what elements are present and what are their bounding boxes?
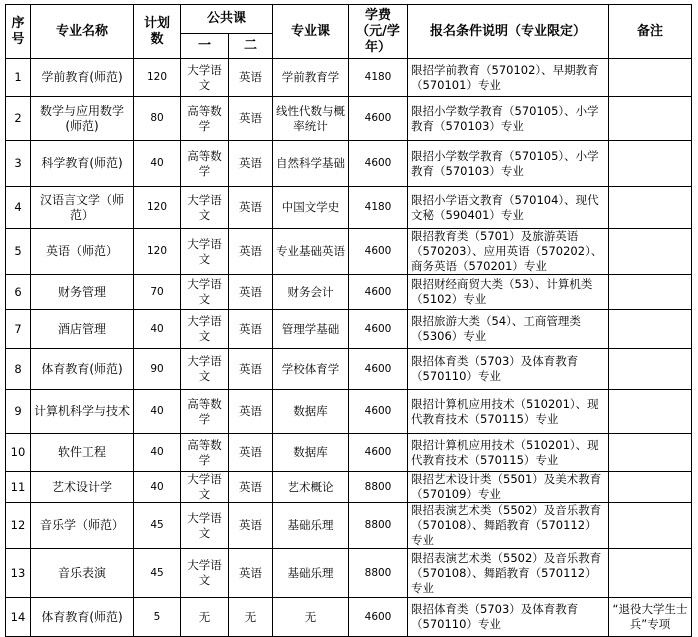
cell-major: 体育教育(师范)	[31, 349, 134, 390]
cell-condition: 限招表演艺术类（5502）及音乐教育（570108）、舞蹈教育（570112）专业	[408, 503, 609, 549]
cell-major: 体育教育(师范)	[31, 598, 134, 637]
cell-condition: 限招体育类（5703）及体育教育（570110）专业	[408, 349, 609, 390]
cell-condition: 限招计算机应用技术（510201）、现代教育技术（570115）专业	[408, 434, 609, 472]
header-public: 公共课	[181, 5, 273, 34]
cell-fee: 4600	[349, 390, 408, 434]
cell-major: 学前教育(师范)	[31, 59, 134, 97]
cell-fee: 4600	[349, 229, 408, 275]
cell-specialty-course: 艺术概论	[273, 472, 349, 503]
table-body	[6, 59, 692, 637]
cell-plan: 120	[134, 59, 181, 97]
cell-specialty-course: 数据库	[273, 434, 349, 472]
cell-specialty-course: 学前教育学	[273, 59, 349, 97]
cell-fee: 4180	[349, 187, 408, 229]
cell-major: 酒店管理	[31, 310, 134, 349]
cell-major: 音乐学（师范）	[31, 503, 134, 549]
cell-major: 数学与应用数学(师范)	[31, 97, 134, 141]
cell-seq: 10	[6, 434, 31, 472]
cell-seq: 8	[6, 349, 31, 390]
cell-remark	[609, 472, 692, 503]
cell-seq: 7	[6, 310, 31, 349]
cell-plan: 5	[134, 598, 181, 637]
table-row	[6, 310, 692, 349]
table-row	[6, 503, 692, 549]
table-row	[6, 141, 692, 187]
cell-public-1: 大学语文	[181, 310, 229, 349]
admissions-table	[5, 4, 692, 637]
cell-major: 计算机科学与技术	[31, 390, 134, 434]
header-condition: 报名条件说明（专业限定）	[408, 5, 609, 59]
table-row	[6, 390, 692, 434]
cell-seq: 1	[6, 59, 31, 97]
cell-remark	[609, 310, 692, 349]
cell-public-2: 英语	[229, 472, 273, 503]
cell-condition: 限招小学数学教育（570105）、小学教育（570103）专业	[408, 141, 609, 187]
cell-specialty-course: 基础乐理	[273, 503, 349, 549]
table-row	[6, 229, 692, 275]
cell-public-2: 英语	[229, 434, 273, 472]
table-row	[6, 598, 692, 637]
cell-specialty-course: 专业基础英语	[273, 229, 349, 275]
cell-fee: 4600	[349, 349, 408, 390]
cell-major: 财务管理	[31, 275, 134, 310]
cell-public-1: 无	[181, 598, 229, 637]
cell-condition: 限招教育类（5701）及旅游英语（570203）、应用英语（570202）、商务英语（570201）专业	[408, 229, 609, 275]
cell-public-1: 大学语文	[181, 503, 229, 549]
cell-fee: 4600	[349, 310, 408, 349]
header-seq: 序号	[6, 5, 31, 59]
cell-seq: 13	[6, 549, 31, 598]
table-row	[6, 349, 692, 390]
cell-public-2: 英语	[229, 59, 273, 97]
cell-remark	[609, 390, 692, 434]
cell-public-1: 大学语文	[181, 549, 229, 598]
cell-plan: 40	[134, 310, 181, 349]
cell-major: 软件工程	[31, 434, 134, 472]
cell-condition: 限招学前教育（570102）、早期教育（570101）专业	[408, 59, 609, 97]
header-public-1: 一	[181, 34, 229, 59]
cell-specialty-course: 管理学基础	[273, 310, 349, 349]
cell-specialty-course: 自然科学基础	[273, 141, 349, 187]
cell-seq: 9	[6, 390, 31, 434]
cell-condition: 限招财经商贸大类（53）、计算机类（5102）专业	[408, 275, 609, 310]
cell-fee: 8800	[349, 549, 408, 598]
header-plan: 计划数	[134, 5, 181, 59]
cell-public-2: 英语	[229, 390, 273, 434]
cell-plan: 70	[134, 275, 181, 310]
cell-condition: 限招表演艺术类（5502）及音乐教育（570108）、舞蹈教育（570112）专业	[408, 549, 609, 598]
cell-condition: 限招旅游大类（54）、工商管理类（5306）专业	[408, 310, 609, 349]
cell-public-1: 大学语文	[181, 472, 229, 503]
cell-remark	[609, 97, 692, 141]
header-major: 专业名称	[31, 5, 134, 59]
cell-specialty-course: 数据库	[273, 390, 349, 434]
cell-seq: 11	[6, 472, 31, 503]
cell-specialty-course: 基础乐理	[273, 549, 349, 598]
cell-major: 艺术设计学	[31, 472, 134, 503]
cell-public-1: 大学语文	[181, 275, 229, 310]
cell-public-2: 英语	[229, 549, 273, 598]
cell-condition: 限招计算机应用技术（510201）、现代教育技术（570115）专业	[408, 390, 609, 434]
header-public-2: 二	[229, 34, 273, 59]
cell-plan: 120	[134, 187, 181, 229]
header-fee: 学费（元/学年）	[349, 5, 408, 59]
cell-specialty-course: 学校体育学	[273, 349, 349, 390]
cell-plan: 45	[134, 549, 181, 598]
header-row	[6, 5, 692, 34]
cell-seq: 5	[6, 229, 31, 275]
cell-public-1: 高等数学	[181, 390, 229, 434]
cell-major: 汉语言文学（师范）	[31, 187, 134, 229]
cell-public-2: 英语	[229, 275, 273, 310]
cell-public-1: 大学语文	[181, 187, 229, 229]
table-row	[6, 549, 692, 598]
cell-condition: 限招小学语文教育（570104）、现代文秘（590401）专业	[408, 187, 609, 229]
cell-public-1: 高等数学	[181, 97, 229, 141]
cell-remark	[609, 187, 692, 229]
cell-public-2: 英语	[229, 97, 273, 141]
cell-seq: 6	[6, 275, 31, 310]
cell-public-1: 大学语文	[181, 349, 229, 390]
cell-plan: 40	[134, 472, 181, 503]
cell-fee: 8800	[349, 472, 408, 503]
cell-remark	[609, 503, 692, 549]
cell-fee: 4600	[349, 97, 408, 141]
cell-public-1: 高等数学	[181, 434, 229, 472]
cell-public-2: 英语	[229, 141, 273, 187]
cell-plan: 40	[134, 390, 181, 434]
cell-seq: 4	[6, 187, 31, 229]
cell-fee: 4600	[349, 141, 408, 187]
table-row	[6, 275, 692, 310]
header-remark: 备注	[609, 5, 692, 59]
cell-specialty-course: 财务会计	[273, 275, 349, 310]
cell-public-2: 英语	[229, 229, 273, 275]
cell-fee: 4180	[349, 59, 408, 97]
cell-plan: 80	[134, 97, 181, 141]
cell-remark	[609, 349, 692, 390]
cell-plan: 40	[134, 434, 181, 472]
cell-public-1: 大学语文	[181, 229, 229, 275]
cell-remark	[609, 141, 692, 187]
cell-fee: 4600	[349, 598, 408, 637]
cell-condition: 限招小学数学教育（570105）、小学教育（570103）专业	[408, 97, 609, 141]
cell-public-2: 无	[229, 598, 273, 637]
cell-major: 英语（师范）	[31, 229, 134, 275]
cell-specialty-course: 线性代数与概率统计	[273, 97, 349, 141]
cell-fee: 4600	[349, 275, 408, 310]
cell-seq: 14	[6, 598, 31, 637]
cell-specialty-course: 中国文学史	[273, 187, 349, 229]
cell-plan: 40	[134, 141, 181, 187]
cell-condition: 限招体育类（5703）及体育教育（570110）专业	[408, 598, 609, 637]
cell-public-2: 英语	[229, 503, 273, 549]
cell-public-1: 大学语文	[181, 59, 229, 97]
cell-specialty-course: 无	[273, 598, 349, 637]
cell-remark	[609, 434, 692, 472]
cell-remark	[609, 229, 692, 275]
cell-plan: 90	[134, 349, 181, 390]
cell-fee: 4600	[349, 434, 408, 472]
cell-public-2: 英语	[229, 349, 273, 390]
table-row	[6, 59, 692, 97]
cell-public-1: 高等数学	[181, 141, 229, 187]
cell-major: 音乐表演	[31, 549, 134, 598]
cell-seq: 3	[6, 141, 31, 187]
cell-plan: 45	[134, 503, 181, 549]
table-row	[6, 434, 692, 472]
cell-seq: 12	[6, 503, 31, 549]
cell-public-2: 英语	[229, 187, 273, 229]
cell-remark	[609, 59, 692, 97]
header-specialty: 专业课	[273, 5, 349, 59]
cell-seq: 2	[6, 97, 31, 141]
cell-plan: 120	[134, 229, 181, 275]
table-row	[6, 187, 692, 229]
cell-condition: 限招艺术设计类（5501）及美术教育（570109）专业	[408, 472, 609, 503]
table-row	[6, 472, 692, 503]
cell-major: 科学教育(师范)	[31, 141, 134, 187]
cell-public-2: 英语	[229, 310, 273, 349]
cell-remark	[609, 549, 692, 598]
cell-remark	[609, 275, 692, 310]
cell-remark: “退役大学生士兵”专项	[609, 598, 692, 637]
cell-fee: 8800	[349, 503, 408, 549]
table-row	[6, 97, 692, 141]
